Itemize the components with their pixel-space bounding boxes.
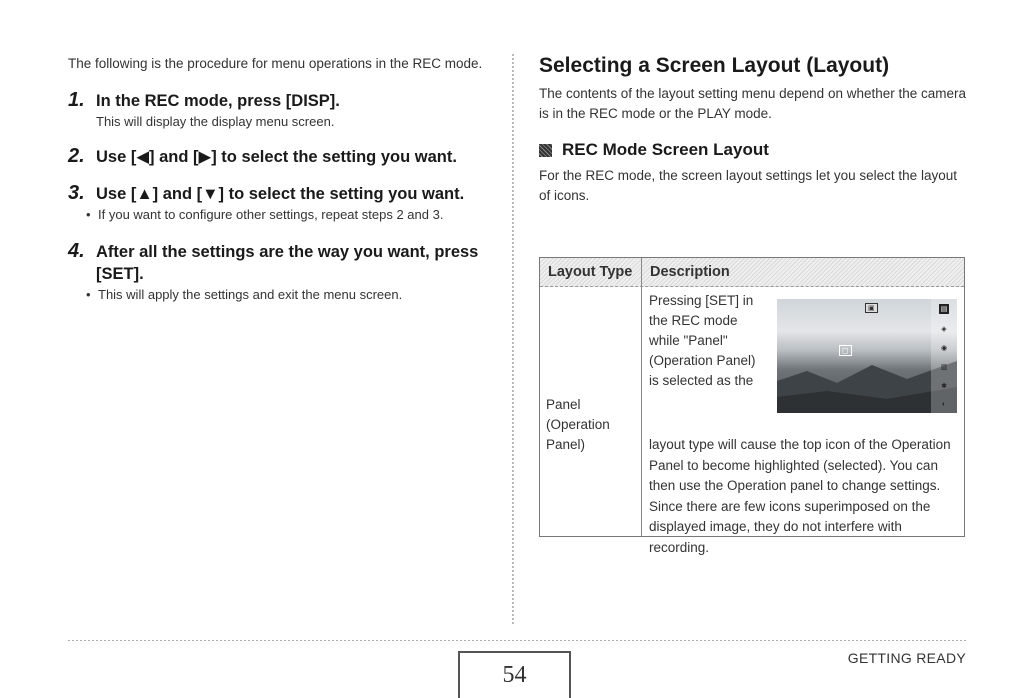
step-number: 1.: [68, 89, 85, 111]
step-number: 2.: [68, 145, 85, 167]
section-title: Selecting a Screen Layout (Layout): [539, 54, 890, 77]
bullet-dot-icon: •: [86, 287, 91, 302]
section-intro: The contents of the layout setting menu depend on whether the camera is in the REC mode or the PLAY mode.: [539, 86, 967, 121]
subheading-text: REC Mode Screen Layout: [562, 140, 769, 159]
step-bullet: [86, 285, 498, 304]
layout-type-cell: Panel (Operation Panel): [546, 397, 610, 452]
highlighted-panel-icon: ▤: [940, 306, 948, 314]
layout-table: [539, 257, 965, 555]
step-2: [68, 145, 498, 168]
step-3: [68, 182, 498, 224]
step-title: Use [◀] and [▶] to select the setting you want.: [96, 148, 457, 166]
column-header-type: Layout Type: [548, 264, 633, 280]
description-text-top: Pressing [SET] in the REC mode while "Panel" (Operation Panel) is selected as the: [649, 293, 756, 388]
table-header: [540, 258, 964, 287]
focus-frame-icon: ◻: [839, 345, 852, 356]
panel-icon: ▥: [940, 363, 948, 371]
camera-screen-image: [777, 299, 957, 413]
description-text-bottom: layout type will cause the top icon of the Operation Panel to become highlighted (selected). You can then use the Operation panel to change settings. Since there are few icons superimposed on the displayed image, they do not interfere with recording.: [649, 437, 951, 555]
footer-divider: [68, 640, 968, 641]
table-row: [540, 287, 964, 555]
bullet-text: If you want to configure other settings, repeat steps 2 and 3.: [98, 207, 444, 222]
panel-icon: ◉: [940, 345, 948, 353]
bullet-text: This will apply the settings and exit the menu screen.: [98, 287, 403, 302]
step-1: [68, 89, 498, 131]
right-column: [539, 52, 969, 206]
mode-indicator-icon: ▣: [865, 303, 878, 313]
step-title: Use [▲] and [▼] to select the setting you want.: [96, 185, 465, 203]
panel-icon: ◐: [941, 400, 947, 408]
subheading: [539, 140, 969, 160]
column-header-description: Description: [650, 264, 730, 280]
column-divider: [512, 54, 514, 624]
left-column: [68, 54, 498, 304]
square-bullet-icon: [539, 144, 552, 157]
step-4: [68, 240, 498, 304]
page-number-box: [458, 651, 571, 698]
step-body: This will display the display menu screen.: [96, 114, 335, 129]
step-bullet: [86, 205, 498, 224]
step-number: 4.: [68, 240, 85, 262]
operation-panel-icons: [931, 299, 957, 413]
page-number: 54: [502, 662, 527, 688]
panel-icon: ◈: [941, 326, 947, 334]
panel-icon: ✱: [941, 382, 947, 390]
bullet-dot-icon: •: [86, 207, 91, 222]
mountain-landscape-icon: [777, 353, 957, 413]
intro-text: The following is the procedure for menu operations in the REC mode.: [68, 56, 483, 71]
step-number: 3.: [68, 182, 85, 204]
step-title: In the REC mode, press [DISP].: [96, 92, 340, 110]
footer-section-label: GETTING READY: [847, 650, 966, 666]
step-title: After all the settings are the way you want, press [SET].: [96, 243, 479, 283]
subheading-intro: For the REC mode, the screen layout settings let you select the layout of icons.: [539, 168, 957, 203]
